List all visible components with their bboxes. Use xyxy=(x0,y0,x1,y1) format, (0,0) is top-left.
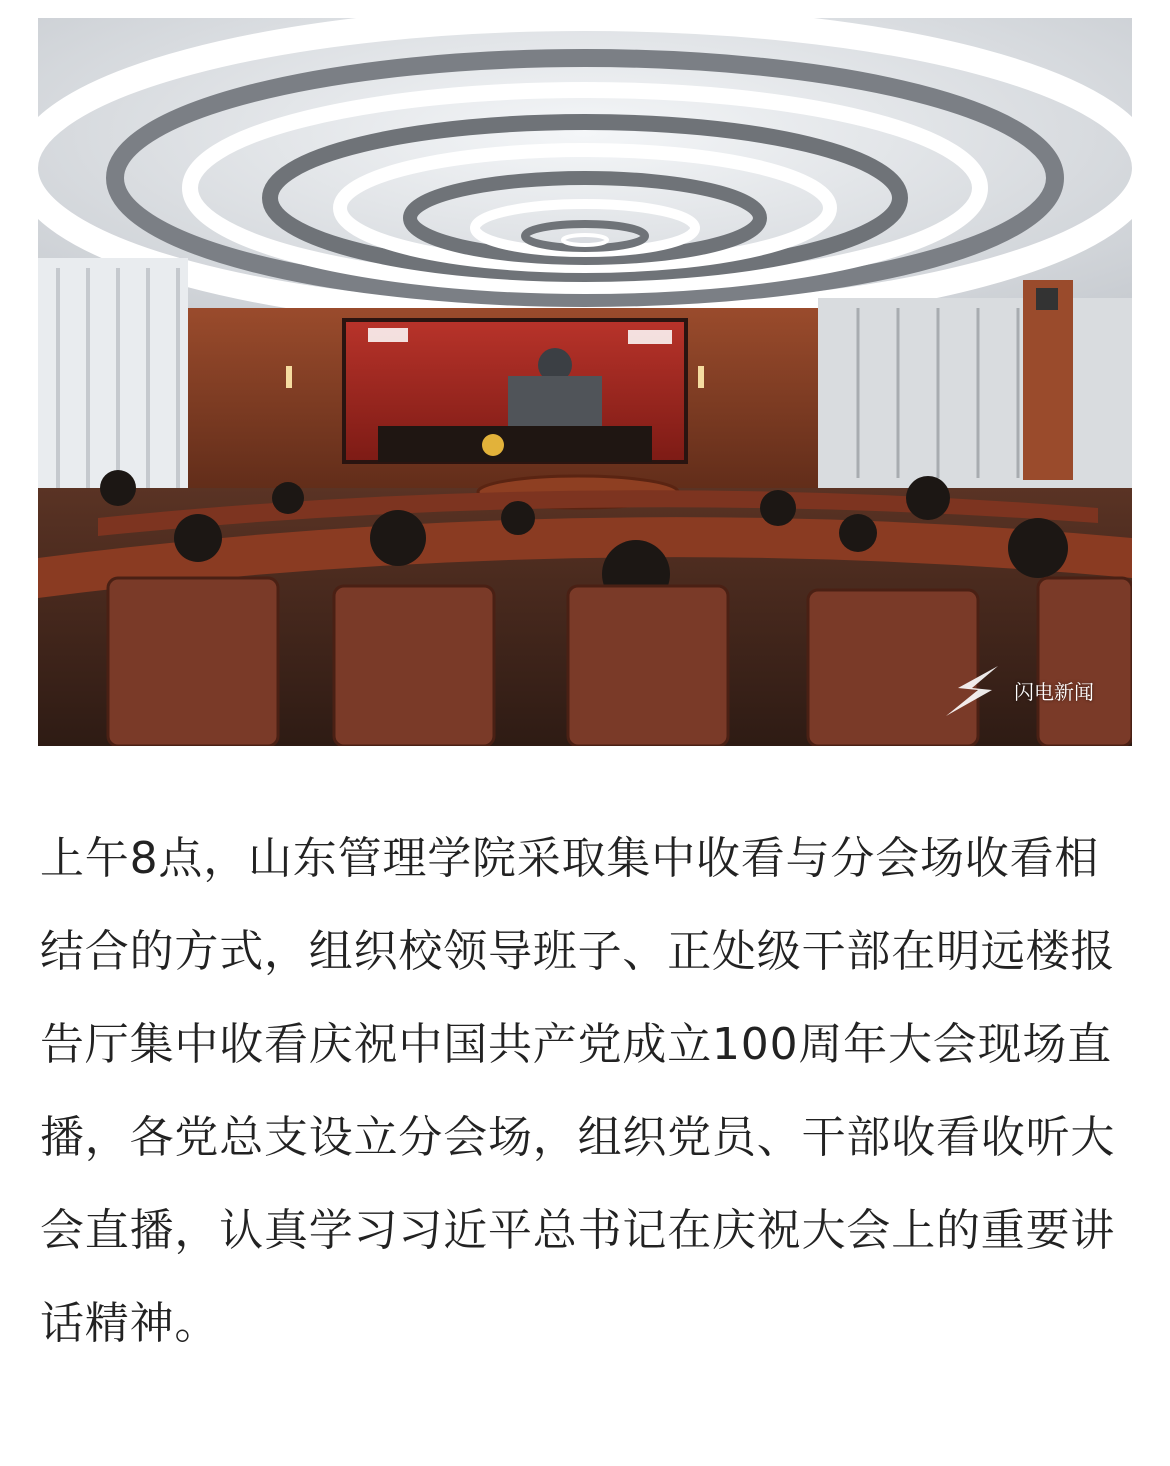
video-screen xyxy=(344,320,686,462)
cctv-badge-left xyxy=(368,328,408,342)
watermark-text: 闪电新闻 xyxy=(1014,679,1094,704)
podium xyxy=(378,426,652,462)
wall-light-right xyxy=(698,366,704,388)
wall-light-left xyxy=(286,366,292,388)
right-panels xyxy=(818,298,1132,488)
speaker-body xyxy=(508,376,602,428)
article-paragraph: 上午8点，山东管理学院采取集中收看与分会场收看相结合的方式，组织校领导班子、正处级干部在明远楼报告厅集中收看庆祝中国共产党成立100周年大会现场直播，各党总支设立分会场，组织党员、干部收看收听大会直播，认真学习习近平总书记在庆祝大会上的重要讲话精神。 xyxy=(40,833,1116,1349)
speaker xyxy=(1036,288,1058,310)
cctv-badge-right xyxy=(628,330,672,344)
lightning-news-logo xyxy=(938,660,1008,720)
watermark xyxy=(938,660,1094,720)
party-emblem xyxy=(482,434,504,456)
news-photo xyxy=(38,18,1132,746)
auditorium-photo xyxy=(38,18,1132,746)
